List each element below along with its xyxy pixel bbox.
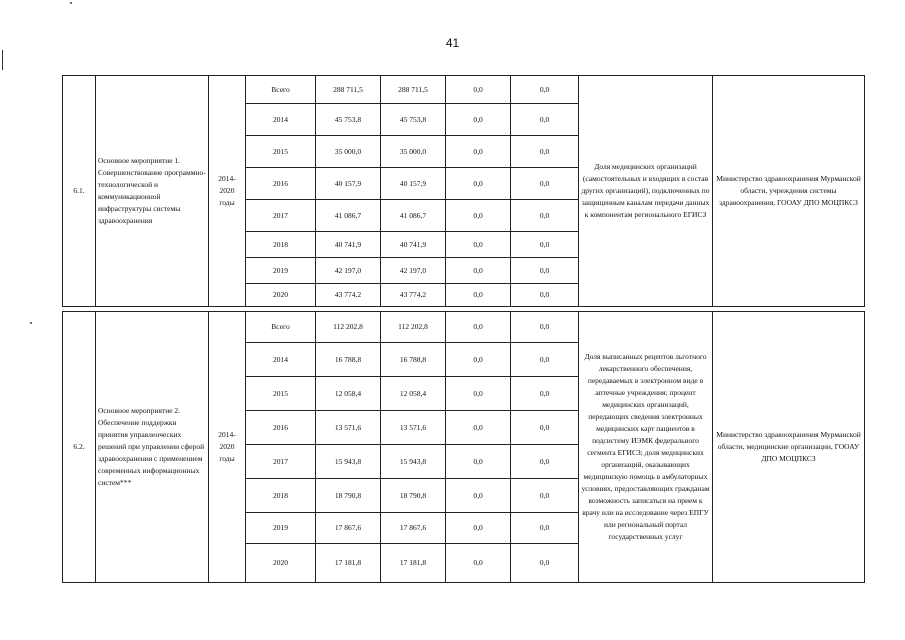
value-other: 0,0 [511,411,579,445]
value-total: 16 788,8 [316,343,381,377]
year-label: 2017 [246,445,316,479]
value-total: 43 774,2 [316,284,381,307]
year-label: 2020 [246,544,316,583]
value-regional: 16 788,8 [381,343,446,377]
value-regional: 288 711,5 [381,76,446,104]
table-row [63,76,865,104]
value-federal: 0,0 [446,411,511,445]
value-federal: 0,0 [446,258,511,284]
value-federal: 0,0 [446,284,511,307]
activity-period: 2014-2020 годы [209,312,246,583]
value-federal: 0,0 [446,479,511,513]
program-activities-table [62,75,865,583]
target-indicator: Доля медицинских организаций (самостоятельных и входящих в состав других организаций), подключенных по защищенным каналам передачи данных к компонентам регионального ЕГИСЗ [579,76,713,307]
value-regional: 17 867,6 [381,513,446,544]
year-label: 2014 [246,343,316,377]
value-total: 41 086,7 [316,200,381,232]
value-other: 0,0 [511,168,579,200]
value-regional: 18 790,8 [381,479,446,513]
value-regional: 35 000,0 [381,136,446,168]
year-label: 2016 [246,411,316,445]
value-federal: 0,0 [446,312,511,343]
value-regional: 13 571,6 [381,411,446,445]
value-federal: 0,0 [446,168,511,200]
value-regional: 43 774,2 [381,284,446,307]
year-label: Всего [246,76,316,104]
value-federal: 0,0 [446,445,511,479]
value-total: 12 058,4 [316,377,381,411]
value-federal: 0,0 [446,544,511,583]
responsible-organization: Министерство здравоохранения Мурманской области, учреждения системы здравоохранения, ГООАУ ДПО МОЦПКСЗ [713,76,865,307]
value-other: 0,0 [511,312,579,343]
value-other: 0,0 [511,513,579,544]
value-total: 40 741,9 [316,232,381,258]
value-regional: 112 202,8 [381,312,446,343]
value-federal: 0,0 [446,343,511,377]
value-regional: 12 058,4 [381,377,446,411]
value-other: 0,0 [511,136,579,168]
activity-description: Основное мероприятие 2. Обеспечение поддержки принятия управленческих решений при управлении сферой здравоохранения с применением современных информационных систем*** [96,312,209,583]
year-label: 2018 [246,232,316,258]
year-label: 2020 [246,284,316,307]
value-other: 0,0 [511,544,579,583]
value-total: 112 202,8 [316,312,381,343]
value-other: 0,0 [511,258,579,284]
value-total: 18 790,8 [316,479,381,513]
year-label: 2015 [246,377,316,411]
year-label: Всего [246,312,316,343]
value-federal: 0,0 [446,136,511,168]
value-other: 0,0 [511,76,579,104]
value-regional: 17 181,8 [381,544,446,583]
value-regional: 40 741,9 [381,232,446,258]
target-indicator: Доля выписанных рецептов льготного лекарственного обеспечения, передаваемых в электронном виде в аптечные учреждения; процент медицинских организаций, передающих сведения электронных медицинских карт пациентов в подсистему ИЭМК федерального сегмента ЕГИСЗ; доля медицинских организаций, оказывающих медицинскую помощь в амбулаторных условиях, предоставляющих гражданам возможность записаться на прием к врачу или на исследование через ЕПГУ или региональный портал государственных услуг [579,312,713,583]
value-other: 0,0 [511,104,579,136]
value-total: 40 157,9 [316,168,381,200]
page-number: 41 [445,36,460,50]
year-label: 2019 [246,258,316,284]
year-label: 2016 [246,168,316,200]
value-federal: 0,0 [446,513,511,544]
responsible-organization: Министерство здравоохранения Мурманской области, медицинские организации, ГООАУ ДПО МОЦПКСЗ [713,312,865,583]
value-total: 15 943,8 [316,445,381,479]
value-total: 288 711,5 [316,76,381,104]
value-regional: 42 197,0 [381,258,446,284]
value-total: 35 000,0 [316,136,381,168]
value-total: 13 571,6 [316,411,381,445]
value-total: 17 181,8 [316,544,381,583]
value-other: 0,0 [511,343,579,377]
scan-speck [30,322,32,324]
value-other: 0,0 [511,445,579,479]
activity-period: 2014-2020 годы [209,76,246,307]
value-regional: 41 086,7 [381,200,446,232]
value-regional: 45 753,8 [381,104,446,136]
value-other: 0,0 [511,200,579,232]
year-label: 2014 [246,104,316,136]
value-federal: 0,0 [446,76,511,104]
value-other: 0,0 [511,284,579,307]
year-label: 2018 [246,479,316,513]
scan-margin-mark [2,50,3,70]
value-regional: 40 157,9 [381,168,446,200]
value-federal: 0,0 [446,232,511,258]
activity-description: Основное мероприятие 1. Совершенствование программно-технологической и коммуникационной инфраструктуры системы здравоохранения [96,76,209,307]
activity-number: 6.2. [63,312,96,583]
activity-number: 6.1. [63,76,96,307]
value-other: 0,0 [511,479,579,513]
value-total: 45 753,8 [316,104,381,136]
value-federal: 0,0 [446,104,511,136]
value-other: 0,0 [511,377,579,411]
year-label: 2019 [246,513,316,544]
value-other: 0,0 [511,232,579,258]
value-federal: 0,0 [446,200,511,232]
value-total: 17 867,6 [316,513,381,544]
value-regional: 15 943,8 [381,445,446,479]
table-row [63,312,865,343]
scan-speck [70,2,72,4]
value-total: 42 197,0 [316,258,381,284]
year-label: 2017 [246,200,316,232]
value-federal: 0,0 [446,377,511,411]
table-body [63,76,865,583]
year-label: 2015 [246,136,316,168]
